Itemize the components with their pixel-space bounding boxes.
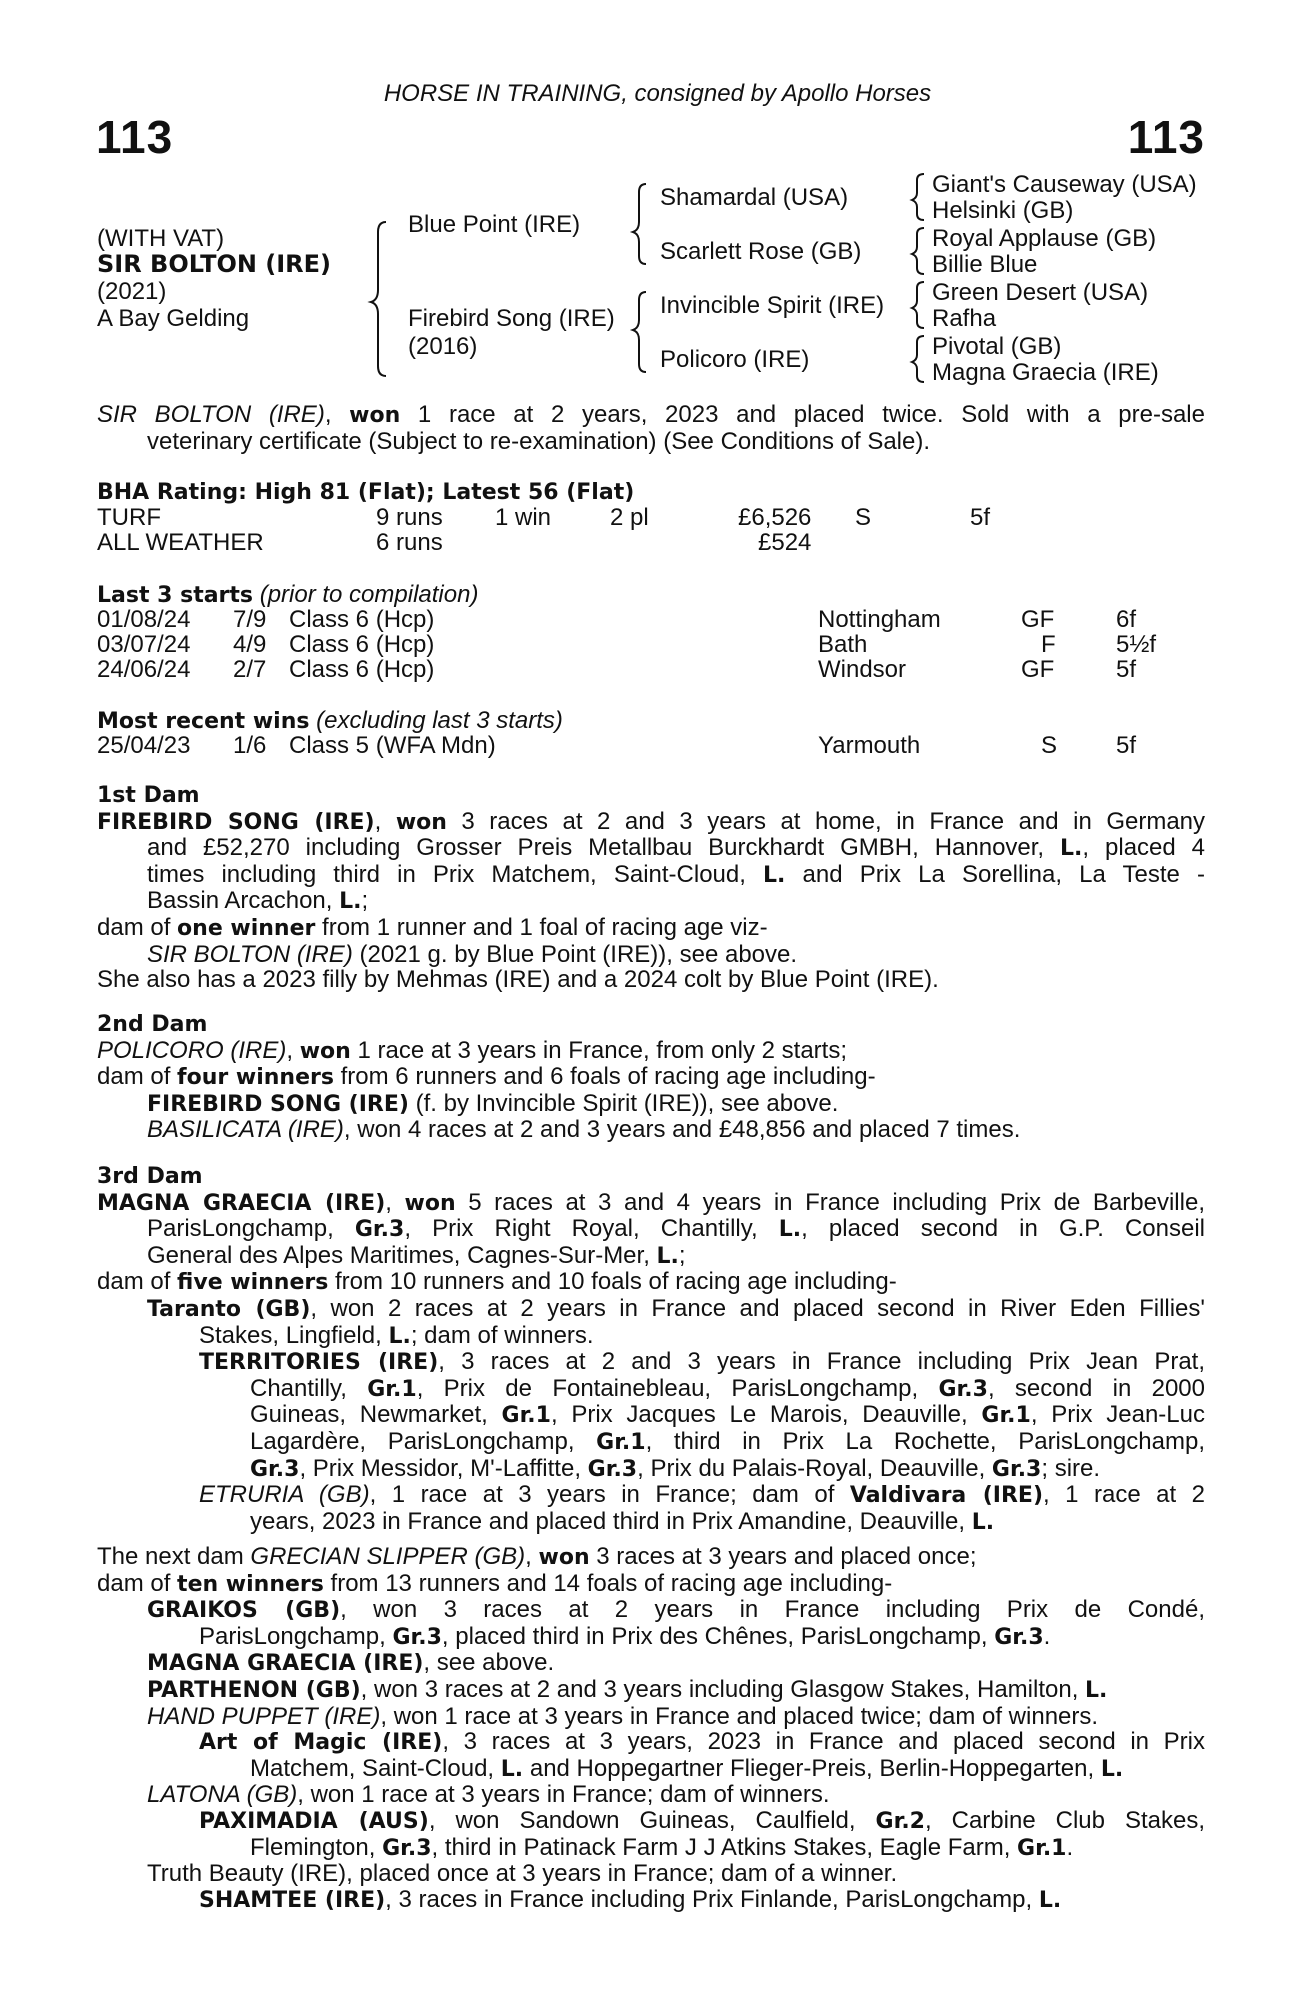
last-starts-title [97, 582, 478, 608]
text-run: Gr.2 [875, 1808, 925, 1834]
text-run: , 1 race at 3 years in France; dam of [369, 1481, 850, 1509]
text-run: Truth Beauty (IRE), placed once at 3 years in France; dam of a winner. [147, 1860, 898, 1888]
text-line [97, 1429, 1205, 1456]
text-line [97, 915, 1205, 942]
text-run: dam of [97, 1063, 178, 1091]
start-class: Class 6 (Hcp) [289, 606, 435, 633]
text-run: L. [1100, 1756, 1124, 1782]
summary-line2: veterinary certificate (Subject to re-examination) (See Conditions of Sale). [147, 427, 931, 455]
second-dam-section [97, 1012, 1205, 1143]
text-run: Guineas, Newmarket, [250, 1401, 502, 1429]
text-run: (2021 g. by Blue Point (IRE)), see above. [352, 940, 798, 968]
text-run: L. [388, 1323, 411, 1349]
text-run: (prior to compilation) [259, 581, 479, 608]
text-run: Art of Magic (IRE) [199, 1730, 443, 1756]
text-run: 3 races at 2 and 3 years at home, in France and in Germany [446, 807, 1206, 835]
start-going: F [1041, 631, 1056, 658]
text-run: , Prix Jean-Luc [1030, 1401, 1205, 1429]
text-run: , won 1 race at 3 years in France and placed twice; dam of winners. [380, 1702, 1099, 1730]
text-run: Gr.1 [367, 1376, 417, 1402]
text-run: 5 races at 3 and 4 years in France including Prix de Barbeville, [455, 1188, 1205, 1216]
text-line [97, 1677, 1205, 1704]
text-run: Gr.3 [991, 1456, 1042, 1482]
text-line [97, 1402, 1205, 1429]
text-run: Gr.3 [392, 1624, 442, 1650]
text-run: dam of [97, 1569, 178, 1597]
start-position: 4/9 [233, 631, 267, 658]
text-run: Matchem, Saint-Cloud, [250, 1754, 501, 1782]
horse-summary [97, 402, 1205, 454]
text-run: years, 2023 in France and placed third in Prix Amandine, Deauville, [250, 1507, 972, 1535]
text-run: , Prix Right Royal, Chantilly, [404, 1215, 779, 1243]
text-line [97, 1482, 1205, 1509]
text-run: Most recent wins [97, 709, 310, 734]
win-position: 1/6 [233, 732, 267, 759]
start-class: Class 6 (Hcp) [289, 631, 435, 658]
text-run: MAGNA GRAECIA (IRE) [147, 1651, 424, 1677]
vat-label: (WITH VAT) [97, 225, 225, 252]
text-line [97, 1887, 1205, 1914]
text-run: won [404, 1190, 456, 1216]
text-run: Flemington, [250, 1833, 383, 1861]
text-run: Taranto (GB) [147, 1296, 311, 1322]
text-run: , see above. [423, 1649, 555, 1677]
start-course: Windsor [818, 656, 907, 683]
text-run: won [538, 1545, 590, 1570]
dam-dam: Policoro (IRE) [660, 346, 810, 373]
text-run: FIREBIRD SONG (IRE) [147, 1091, 409, 1117]
sire-sire-dam: Helsinki (GB) [932, 197, 1074, 224]
text-run: Gr.1 [501, 1403, 551, 1429]
horse-description: A Bay Gelding [97, 305, 250, 332]
text-run: , third in Prix La Rochette, ParisLongchamp, [645, 1427, 1205, 1455]
text-run: , won 3 races at 2 years in France including Prix de Condé, [340, 1596, 1205, 1624]
text-run: GRAIKOS (GB) [147, 1598, 341, 1624]
start-class: Class 6 (Hcp) [289, 656, 435, 683]
text-run: ; sire. [1041, 1454, 1101, 1482]
text-run: Gr.3 [382, 1835, 432, 1861]
start-date: 24/06/24 [97, 656, 191, 683]
text-run: GRECIAN SLIPPER (GB) [250, 1543, 526, 1570]
text-run: , [374, 807, 396, 835]
start-distance: 5½f [1116, 631, 1157, 658]
text-run: won [395, 809, 447, 835]
text-line [97, 1117, 1205, 1143]
text-run: L. [339, 889, 362, 915]
text-line [97, 1835, 1205, 1862]
dam-sire-dam: Rafha [932, 305, 997, 332]
text-line [97, 835, 1205, 862]
text-run: , 1 race at 2 [1043, 1481, 1205, 1509]
text-run: Lagardère, ParisLongchamp, [250, 1427, 597, 1455]
text-run: L. [971, 1509, 995, 1535]
text-run: L. [778, 1217, 802, 1243]
text-run: won [299, 1038, 351, 1064]
lot-number-right: 113 [1127, 111, 1205, 163]
text-run: ETRURIA (GB) [199, 1481, 370, 1509]
text-line [97, 1571, 1205, 1598]
text-line [97, 1349, 1205, 1376]
text-run: ten winners [177, 1571, 324, 1597]
text-run: times including third in Prix Matchem, Saint-Cloud, [147, 860, 764, 888]
text-line [97, 1296, 1205, 1323]
start-position: 7/9 [233, 606, 267, 633]
text-run: 3 races at 3 years and placed once; [589, 1543, 977, 1570]
text-line [97, 1038, 1205, 1065]
section-title: 3rd Dam [97, 1164, 203, 1189]
text-run: PARTHENON (GB) [147, 1677, 361, 1703]
text-run: POLICORO (IRE) [97, 1036, 287, 1064]
start-going: GF [1021, 606, 1055, 633]
sire-dam: Scarlett Rose (GB) [660, 238, 862, 265]
text-run: , [525, 1543, 539, 1570]
text-line [97, 888, 1205, 915]
text-run: , placed 4 [1082, 834, 1205, 862]
text-run: from 13 runners and 14 foals of racing age including- [323, 1569, 893, 1597]
text-run: L. [656, 1243, 679, 1269]
text-run: Gr.3 [994, 1624, 1044, 1650]
text-run: The next dam [97, 1543, 251, 1570]
text-run: Bassin Arcachon, [147, 887, 340, 915]
win-distance: 5f [1116, 732, 1137, 759]
win-going: S [1041, 732, 1058, 759]
text-line [97, 1624, 1205, 1651]
text-run: SHAMTEE (IRE) [199, 1887, 386, 1913]
text-run: She also has a 2023 filly by Mehmas (IRE) and a 2024 colt by Blue Point (IRE). [97, 966, 939, 994]
text-run: from 6 runners and 6 foals of racing age including- [333, 1063, 876, 1091]
text-run: , won Sandown Guineas, Caulfield, [428, 1806, 876, 1834]
text-run: General des Alpes Maritimes, Cagnes-Sur-Mer, [147, 1241, 657, 1269]
record-placed: 2 pl [610, 504, 649, 531]
dam-dam-dam: Magna Graecia (IRE) [932, 359, 1159, 386]
text-line: SIR BOLTON (IRE), won 1 race at 2 years, 2023 and placed twice. Sold with a pre-sale [97, 401, 1205, 428]
start-date: 01/08/24 [97, 606, 191, 633]
text-run: , 3 races at 3 years, 2023 in France and placed second in Prix [442, 1728, 1205, 1756]
text-line [97, 942, 1205, 968]
recent-wins-title [97, 708, 563, 734]
text-line [97, 1323, 1205, 1350]
text-run: , [385, 1188, 405, 1216]
record-surface: TURF [97, 504, 161, 531]
record-surface: ALL WEATHER [97, 529, 264, 556]
text-line [97, 1729, 1205, 1756]
dam-year: (2016) [408, 333, 478, 360]
third-dam-section [97, 1164, 1205, 1535]
text-line [97, 1509, 1205, 1536]
text-run: , won 4 races at 2 and 3 years and £48,856 and placed 7 times. [343, 1116, 1021, 1144]
text-line [97, 1064, 1205, 1091]
win-class: Class 5 (WFA Mdn) [289, 732, 496, 759]
start-course: Bath [818, 631, 868, 658]
text-run: ParisLongchamp, [147, 1215, 355, 1243]
text-line [97, 1190, 1205, 1217]
record-prize: £524 [758, 529, 812, 556]
text-line [97, 1269, 1205, 1296]
text-run: L. [763, 862, 786, 888]
dam-dam-sire: Pivotal (GB) [932, 333, 1062, 360]
text-run: L. [1085, 1677, 1108, 1703]
text-run: Gr.3 [250, 1456, 300, 1482]
text-run: Gr.3 [587, 1456, 638, 1482]
summary-won: won [349, 403, 401, 428]
text-run: and Hoppegartner Flieger-Preis, Berlin-Hoppegarten, [523, 1754, 1101, 1782]
text-run: , Carbine Club Stakes, [924, 1806, 1206, 1834]
text-line [97, 1782, 1205, 1808]
text-line [97, 1456, 1205, 1483]
text-run: SIR BOLTON (IRE) [147, 940, 353, 968]
record-runs: 6 runs [376, 529, 443, 556]
text-line [97, 1597, 1205, 1624]
text-run: dam of [97, 913, 178, 941]
text-run: , Prix Messidor, M'-Laffitte, [299, 1454, 588, 1482]
text-run: from 1 runner and 1 foal of racing age viz- [315, 913, 768, 941]
text-run: . [1043, 1622, 1051, 1650]
bha-rating-title: BHA Rating: High 81 (Flat); Latest 56 (Flat) [97, 480, 635, 505]
record-prize: £6,526 [738, 504, 812, 531]
text-run: , [286, 1036, 300, 1064]
text-run: Last 3 starts [97, 583, 254, 608]
text-run: , Prix du Palais-Royal, Deauville, [637, 1454, 992, 1482]
text-run: Gr.3 [354, 1217, 405, 1243]
text-run: , Prix de Fontainebleau, ParisLongchamp, [416, 1374, 939, 1402]
text-run: Gr.3 [938, 1376, 988, 1402]
text-run: , won 1 race at 3 years in France; dam of winners. [297, 1781, 830, 1809]
pedigree-brackets [0, 0, 1315, 400]
text-run: L. [1060, 836, 1083, 862]
text-run: Gr.1 [596, 1429, 646, 1455]
text-line [97, 862, 1205, 889]
text-line [97, 1091, 1205, 1118]
text-run: one winner [177, 915, 316, 941]
text-run: four winners [177, 1065, 334, 1091]
text-run: (excluding last 3 starts) [316, 707, 563, 734]
section-title: 1st Dam [97, 783, 200, 808]
text-run: Gr.1 [981, 1403, 1031, 1429]
text-run: from 10 runners and 10 foals of racing age including- [328, 1268, 897, 1296]
text-run: , third in Patinack Farm J J Atkins Stakes, Eagle Farm, [431, 1833, 1018, 1861]
text-run: ; dam of winners. [410, 1321, 594, 1349]
dam: Firebird Song (IRE) [408, 305, 615, 332]
text-run: FIREBIRD SONG (IRE) [97, 809, 375, 835]
text-run: ; [678, 1241, 686, 1269]
text-run: PAXIMADIA (AUS) [199, 1808, 429, 1834]
text-run: HAND PUPPET (IRE) [147, 1702, 381, 1730]
start-distance: 5f [1116, 656, 1137, 683]
text-run: MAGNA GRAECIA (IRE) [97, 1190, 386, 1216]
text-line [97, 1544, 1205, 1571]
dam-sire: Invincible Spirit (IRE) [660, 292, 885, 319]
text-run: TERRITORIES (IRE) [199, 1350, 439, 1376]
win-course: Yarmouth [818, 732, 921, 759]
text-line [97, 1650, 1205, 1677]
text-line [97, 1376, 1205, 1403]
start-course: Nottingham [818, 606, 941, 633]
text-run: , Prix Jacques Le Marois, Deauville, [550, 1401, 982, 1429]
text-run: 1 race at 3 years in France, from only 2 starts; [350, 1036, 848, 1064]
section-title: 2nd Dam [97, 1012, 208, 1037]
text-run: ParisLongchamp, [199, 1622, 393, 1650]
start-position: 2/7 [233, 656, 267, 683]
text-run: , second in 2000 [987, 1374, 1205, 1402]
first-dam-section [97, 783, 1205, 993]
start-going: GF [1021, 656, 1055, 683]
text-run: and £52,270 including Grosser Preis Metallbau Burckhardt GMBH, Hannover, [147, 834, 1061, 862]
summary-name: SIR BOLTON (IRE) [97, 401, 325, 428]
start-date: 03/07/24 [97, 631, 191, 658]
text-run: Chantilly, [250, 1374, 368, 1402]
text-line [97, 809, 1205, 836]
lot-number-left: 113 [96, 111, 174, 163]
text-run: , 3 races at 2 and 3 years in France including Prix Jean Prat, [438, 1348, 1206, 1376]
text-run: L. [1038, 1887, 1062, 1913]
text-run: (f. by Invincible Spirit (IRE)), see above. [408, 1089, 839, 1117]
record-runs: 9 runs [376, 504, 443, 531]
sire-dam-sire: Royal Applause (GB) [932, 225, 1157, 252]
text-run: Stakes, Lingfield, [199, 1321, 389, 1349]
text-line [97, 1243, 1205, 1270]
text-run: , placed second in G.P. Conseil [801, 1215, 1206, 1243]
next-dam-section [97, 1544, 1205, 1913]
sire-sire: Shamardal (USA) [660, 184, 849, 211]
text-line [97, 1756, 1205, 1783]
dam-sire-sire: Green Desert (USA) [932, 279, 1149, 306]
sire-dam-dam: Billie Blue [932, 251, 1038, 278]
text-run: Valdivara (IRE) [849, 1483, 1044, 1509]
text-run: L. [500, 1756, 524, 1782]
text-run: . [1066, 1833, 1074, 1861]
win-date: 25/04/23 [97, 732, 191, 759]
record-going: S [855, 504, 872, 531]
start-distance: 6f [1116, 606, 1137, 633]
text-run: five winners [177, 1270, 329, 1296]
text-run: BASILICATA (IRE) [147, 1116, 344, 1144]
record-wins: 1 win [495, 504, 552, 531]
text-line [97, 1216, 1205, 1243]
text-run: and Prix La Sorellina, La Teste - [785, 860, 1205, 888]
horse-name: SIR BOLTON (IRE) [97, 250, 332, 278]
text-run: ; [361, 887, 369, 915]
text-run: dam of [97, 1268, 178, 1296]
sire-sire-sire: Giant's Causeway (USA) [932, 171, 1197, 198]
text-run: , placed third in Prix des Chênes, ParisLongchamp, [441, 1622, 995, 1650]
text-line [97, 1704, 1205, 1730]
text-line [97, 1808, 1205, 1835]
text-run: , won 3 races at 2 and 3 years including Glasgow Stakes, Hamilton, [360, 1675, 1086, 1703]
catalogue-header: HORSE IN TRAINING, consigned by Apollo Horses [383, 80, 932, 107]
record-distance: 5f [970, 504, 991, 531]
horse-year: (2021) [97, 278, 167, 305]
text-run: , 3 races in France including Prix Finlande, ParisLongchamp, [385, 1885, 1039, 1913]
sire: Blue Point (IRE) [408, 211, 581, 238]
text-run: Gr.1 [1017, 1835, 1067, 1861]
text-run: LATONA (GB) [147, 1781, 298, 1809]
summary-line1: 1 race at 2 years, 2023 and placed twice. Sold with a pre-sale [400, 401, 1205, 428]
text-run: , won 2 races at 2 years in France and placed second in River Eden Fillies' [310, 1294, 1205, 1322]
